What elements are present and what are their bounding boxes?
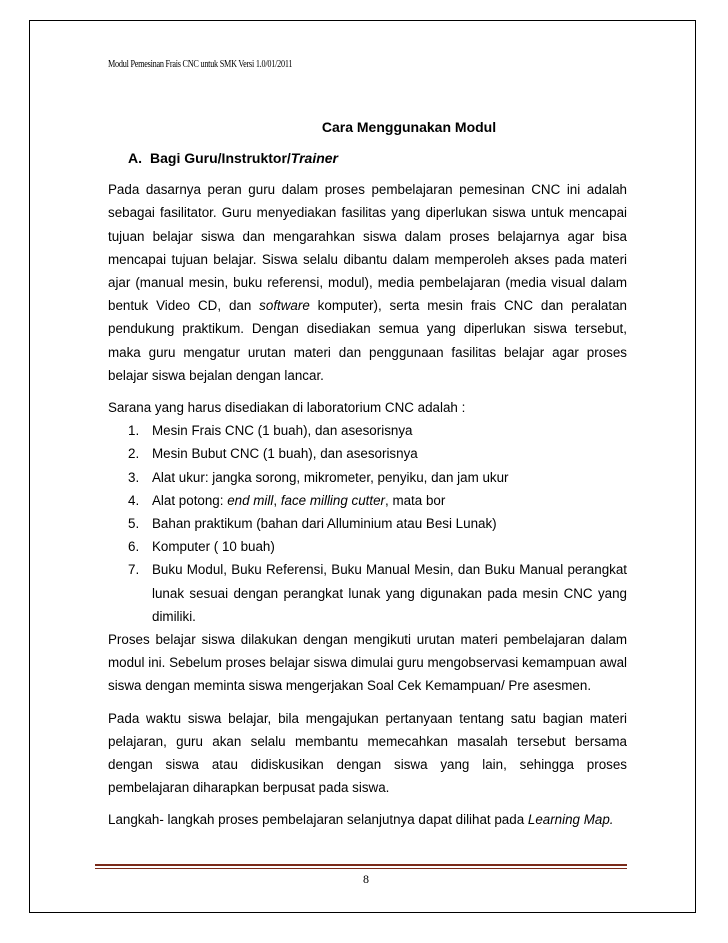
- running-header: Modul Pemesinan Frais CNC untuk SMK Versi 1.0/01/2011: [108, 59, 293, 70]
- list-item: [108, 535, 627, 558]
- section-heading: [128, 147, 627, 170]
- paragraph-3: Pada waktu siswa belajar, bila mengajukan pertanyaan tentang satu bagian materi pelajaran, guru akan selalu membantu memecahkan masalah tersebut bersama dengan siswa atau didiskusikan dengan siswa yang lain, sehingga proses pembelajaran diharapkan berpusat pada siswa.: [108, 710, 627, 796]
- list-item-text-b: , mata bor: [385, 492, 446, 508]
- paragraph-1: [108, 178, 627, 387]
- list-item: [108, 442, 627, 465]
- paragraph-1-part-a: Pada dasarnya peran guru dalam proses pembelajaran pemesinan CNC ini adalah sebagai fasilitator. Guru menyediakan fasilitas yang diperlukan siswa untuk mencapai tujuan belajar siswa dan mengarahkan siswa dalam proses belajarnya agar bisa mencapai tujuan belajar. Siswa selalu dibantu dalam memperoleh akses pada materi ajar (manual mesin, buku referensi, modul), media pembelajaran (media visual dalam bentuk Video CD, dan: [108, 182, 627, 314]
- section-letter: A.: [128, 150, 142, 166]
- list-item-text: Mesin Bubut CNC (1 buah), dan asesorisnya: [152, 446, 418, 462]
- list-item-number: 2.: [128, 446, 140, 462]
- page-number: [0, 872, 728, 887]
- list-item-text: Komputer ( 10 buah): [152, 539, 275, 555]
- list-item-number: 6.: [128, 539, 140, 555]
- list-item-number: 5.: [128, 516, 140, 532]
- list-item-text: Mesin Frais CNC (1 buah), dan asesorisnya: [152, 423, 413, 439]
- page-title: [0, 119, 728, 135]
- document-body: [108, 147, 627, 832]
- list-item-number: 3.: [128, 469, 140, 485]
- list-item-text: [152, 489, 627, 512]
- paragraph-4-italic: Learning Map.: [527, 812, 614, 828]
- list-item: [108, 466, 627, 489]
- list-item-italic-2: face milling cutter: [280, 492, 386, 508]
- list-item: [108, 512, 627, 535]
- list-item: [108, 489, 627, 512]
- paragraph-2: Proses belajar siswa dilakukan dengan mengikuti urutan materi pembelajaran dalam modul ini. Sebelum proses belajar siswa dimulai guru mengobservasi kemampuan awal siswa dengan meminta siswa mengerjakan Soal Cek Kemampuan/ Pre asesmen.: [108, 632, 627, 694]
- footer-rule-thin: [95, 868, 627, 869]
- list-item-text: Bahan praktikum (bahan dari Alluminium atau Besi Lunak): [152, 516, 497, 532]
- page-number-text: 8: [363, 872, 369, 886]
- list-item-number: 1.: [128, 423, 140, 439]
- equipment-list: [108, 419, 627, 628]
- list-intro: Sarana yang harus disediakan di laboratorium CNC adalah :: [108, 400, 466, 416]
- list-item-separator: ,: [273, 492, 281, 508]
- paragraph-1-part-b: komputer), serta mesin frais CNC dan peralatan pendukung praktikum. Dengan disediakan semua yang diperlukan siswa tersebut, maka guru mengatur urutan materi dan penggunaan fasilitas belajar agar proses belajar siswa bejalan dengan lancar.: [108, 298, 627, 383]
- paragraph-1-italic: software: [259, 298, 310, 314]
- list-item-text: Alat ukur: jangka sorong, mikrometer, penyiku, dan jam ukur: [152, 469, 509, 485]
- list-item-text-a: Alat potong:: [152, 492, 228, 508]
- list-item-number: 7.: [128, 562, 140, 578]
- paragraph-4: [108, 808, 627, 831]
- list-item-number: 4.: [128, 492, 140, 508]
- list-item-text: Buku Modul, Buku Referensi, Buku Manual Mesin, dan Buku Manual perangkat lunak sesuai dengan perangkat lunak yang digunakan pada mesin CNC yang dimiliki.: [152, 562, 627, 624]
- list-item-italic-1: end mill: [227, 492, 274, 508]
- page-title-text: Cara Menggunakan Modul: [321, 119, 497, 135]
- list-item: [108, 558, 627, 628]
- list-item: [108, 419, 627, 442]
- section-label: Bagi Guru/Instruktor/: [150, 150, 291, 166]
- paragraph-4-text: Langkah- langkah proses pembelajaran selanjutnya dapat dilihat pada: [108, 812, 528, 828]
- section-label-italic: Trainer: [290, 150, 339, 166]
- footer-rule-thick: [95, 864, 627, 866]
